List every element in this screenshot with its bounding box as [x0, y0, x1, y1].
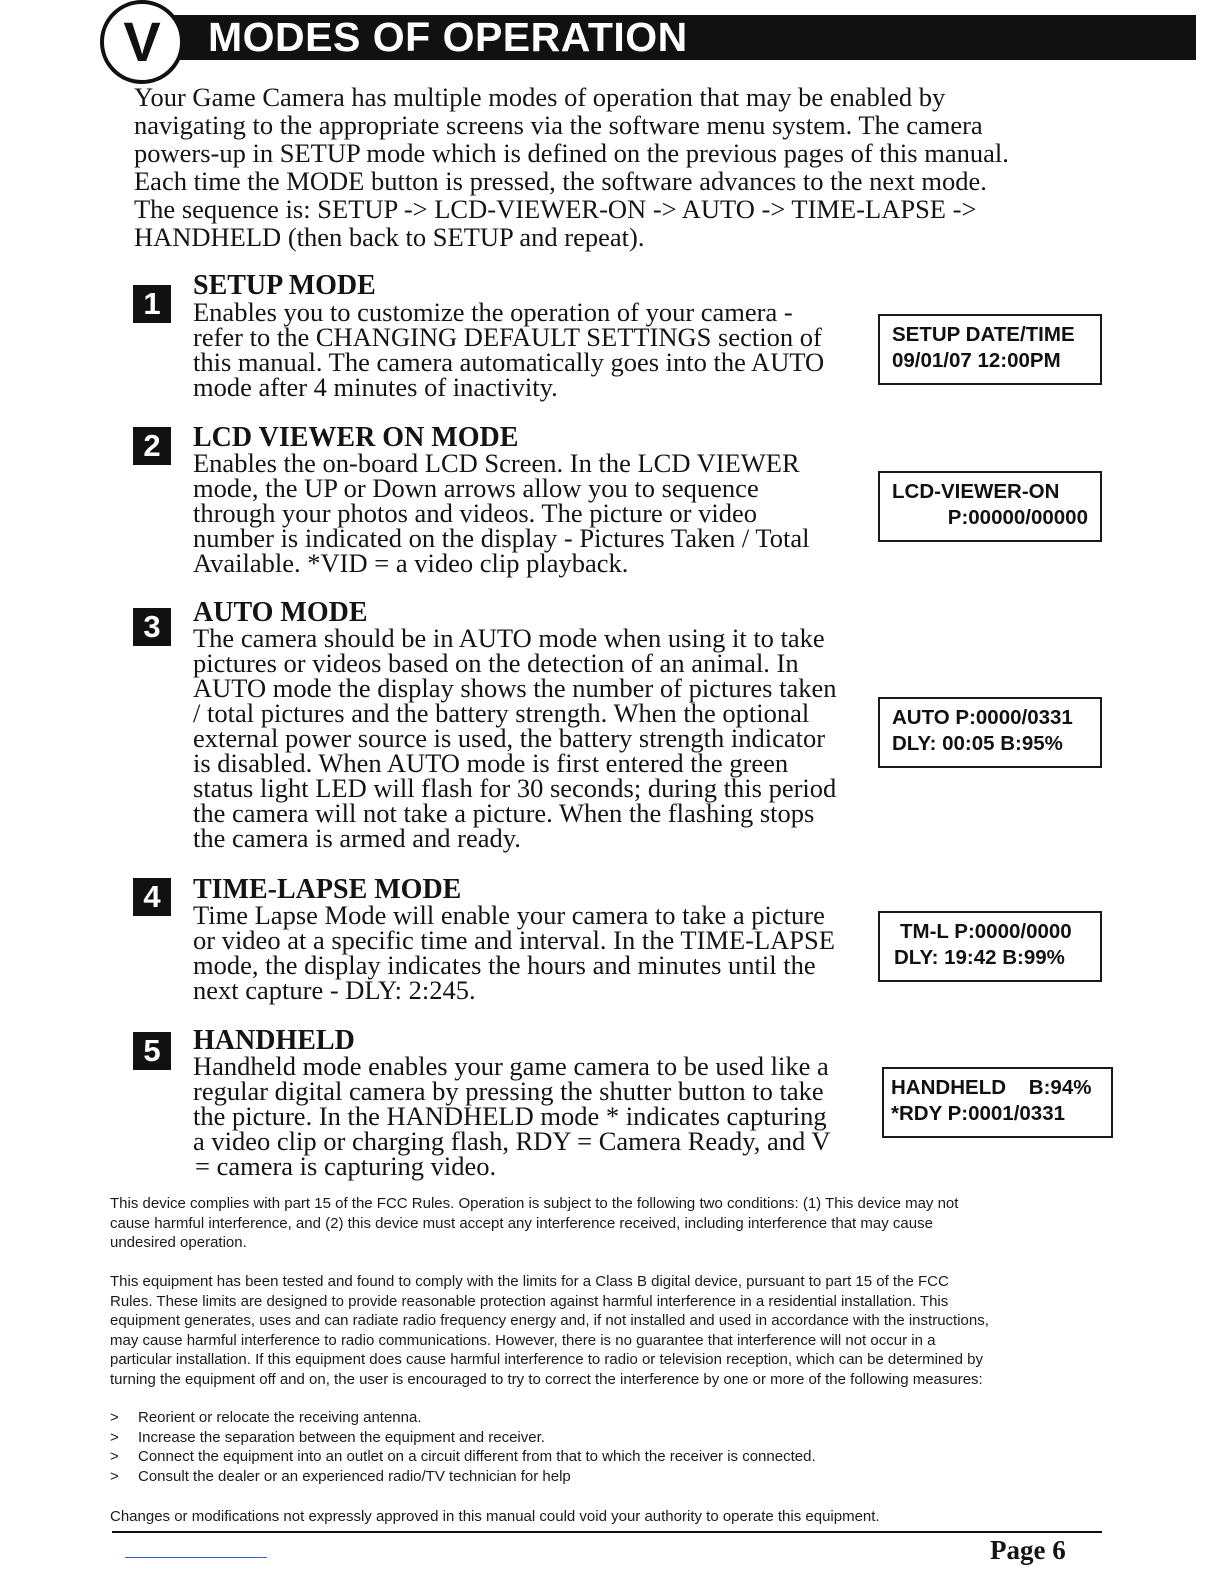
interference-measures-list — [110, 1408, 816, 1486]
lcd-line: DLY: 00:05 B:95% — [892, 732, 1063, 755]
mode-title: SETUP MODE — [193, 270, 376, 301]
mode-description-line: the picture. In the HANDHELD mode * indicates capturing — [193, 1101, 827, 1131]
section-number-badge: V — [100, 0, 184, 84]
section-banner — [100, 0, 1100, 84]
fcc-line: Changes or modifications not expressly approved in this manual could void your authority to operate this equipment. — [110, 1508, 880, 1525]
lcd-line: *RDY P:0001/0331 — [891, 1102, 1065, 1125]
mode-description-line: = camera is capturing video. — [195, 1151, 497, 1181]
mode-description-line: Enables you to customize the operation of your camera - — [193, 297, 793, 327]
page-number: Page 6 — [990, 1535, 1066, 1565]
mode-description-line: next capture - DLY: 2:245. — [193, 975, 476, 1005]
lcd-line: TM-L P:0000/0000 — [900, 920, 1072, 943]
mode-number-badge: 2 — [133, 427, 171, 465]
lcd-line: SETUP DATE/TIME — [892, 323, 1075, 346]
mode-description-line: refer to the CHANGING DEFAULT SETTINGS section of — [193, 322, 822, 352]
measure-text: Connect the equipment into an outlet on a circuit different from that to which the receiver is connected. — [138, 1448, 816, 1466]
mode-description — [193, 448, 810, 578]
mode-description-line: the camera is armed and ready. — [193, 823, 521, 853]
bullet-marker: > — [110, 1448, 119, 1466]
intro-paragraph — [134, 83, 1074, 251]
measure-text: Consult the dealer or an experienced radio/TV technician for help — [138, 1467, 571, 1485]
mode-number-badge: 4 — [133, 878, 171, 916]
mode-description — [193, 623, 837, 853]
lcd-line: HANDHELD B:94% — [891, 1076, 1092, 1099]
mode-description-line: mode, the display indicates the hours and minutes until the — [193, 950, 816, 980]
list-item — [110, 1408, 816, 1428]
section-title: MODES OF OPERATION — [160, 15, 1196, 60]
measure-text: Reorient or relocate the receiving antenna. — [138, 1409, 422, 1426]
fcc-modifications-notice — [110, 1507, 1110, 1527]
mode-description-line: mode after 4 minutes of inactivity. — [193, 372, 558, 402]
lcd-line: 09/01/07 12:00PM — [892, 349, 1061, 372]
mode-description-line: status light LED will flash for 30 seconds; during this period — [193, 773, 837, 803]
mode-number-badge: 5 — [133, 1032, 171, 1070]
decorative-underline — [125, 1557, 267, 1558]
list-item — [110, 1447, 816, 1467]
mode-description — [193, 900, 835, 1005]
mode-description-line: mode, the UP or Down arrows allow you to sequence — [193, 473, 759, 503]
mode-description — [193, 297, 825, 402]
list-item — [110, 1467, 816, 1487]
mode-description-line: The camera should be in AUTO mode when using it to take — [193, 623, 825, 653]
lcd-line: DLY: 19:42 B:99% — [894, 946, 1065, 969]
intro-line: The sequence is: SETUP -> LCD-VIEWER-ON -> AUTO -> TIME-LAPSE -> — [134, 194, 977, 224]
mode-title: LCD VIEWER ON MODE — [193, 422, 519, 453]
fcc-class-b-paragraph — [110, 1272, 1110, 1390]
bullet-marker: > — [110, 1467, 119, 1485]
footer-divider — [112, 1531, 1102, 1533]
fcc-line: undesired operation. — [110, 1234, 247, 1252]
mode-description — [193, 1051, 831, 1181]
mode-description-line: number is indicated on the display - Pictures Taken / Total — [193, 523, 810, 553]
mode-description-line: or video at a specific time and interval. In the TIME-LAPSE — [193, 925, 835, 955]
mode-description-line: Handheld mode enables your game camera to be used like a — [193, 1051, 829, 1081]
lcd-display-handheld — [882, 1067, 1113, 1138]
lcd-display-auto — [878, 697, 1102, 768]
mode-description-line: Available. *VID = a video clip playback. — [193, 548, 629, 578]
fcc-line: Rules. These limits are designed to provide reasonable protection against harmful interference in a residential installation. This — [110, 1292, 949, 1310]
bullet-marker: > — [110, 1428, 119, 1446]
mode-description-line: external power source is used, the battery strength indicator — [193, 723, 826, 753]
mode-number-badge: 1 — [133, 285, 171, 323]
fcc-line: turning the equipment off and on, the user is encouraged to try to correct the interference by one or more of the following measures: — [110, 1370, 983, 1388]
lcd-line: AUTO P:0000/0331 — [892, 706, 1073, 729]
lcd-display-setup — [878, 314, 1102, 385]
fcc-line: This device complies with part 15 of the FCC Rules. Operation is subject to the following two conditions: (1) This device may not — [110, 1195, 959, 1212]
lcd-display-viewer — [878, 471, 1102, 542]
mode-description-line: regular digital camera by pressing the shutter button to take — [193, 1076, 824, 1106]
fcc-line: particular installation. If this equipment does cause harmful interference to radio or television reception, which can be determined by — [110, 1351, 983, 1369]
fcc-line: may cause harmful interference to radio communications. However, there is no guarantee that interference will not occur in a — [110, 1331, 936, 1349]
measure-text: Increase the separation between the equipment and receiver. — [138, 1428, 545, 1446]
bullet-marker: > — [110, 1409, 119, 1426]
lcd-line: LCD-VIEWER-ON — [892, 480, 1060, 503]
intro-line: powers-up in SETUP mode which is defined on the previous pages of this manual. — [134, 138, 1009, 168]
lcd-display-time-lapse — [878, 911, 1102, 982]
mode-description-line: Enables the on-board LCD Screen. In the LCD VIEWER — [193, 448, 800, 478]
mode-description-line: this manual. The camera automatically goes into the AUTO — [193, 347, 825, 377]
fcc-compliance-paragraph — [110, 1194, 1110, 1253]
intro-line: HANDHELD (then back to SETUP and repeat). — [134, 222, 645, 252]
mode-description-line: pictures or videos based on the detection of an animal. In — [193, 648, 799, 678]
mode-description-line: Time Lapse Mode will enable your camera to take a picture — [193, 900, 825, 930]
mode-title: TIME-LAPSE MODE — [193, 874, 462, 905]
mode-title: AUTO MODE — [193, 597, 368, 628]
fcc-line: equipment generates, uses and can radiate radio frequency energy and, if not installed and used in accordance with the instructions, — [110, 1312, 989, 1330]
fcc-line: This equipment has been tested and found to comply with the limits for a Class B digital device, pursuant to part 15 of the FCC — [110, 1273, 949, 1290]
intro-line: navigating to the appropriate screens via the software menu system. The camera — [134, 110, 983, 140]
mode-description-line: AUTO mode the display shows the number of pictures taken — [193, 673, 837, 703]
mode-number-badge: 3 — [133, 608, 171, 646]
mode-title: HANDHELD — [193, 1025, 355, 1056]
mode-description-line: the camera will not take a picture. When the flashing stops — [193, 798, 815, 828]
intro-line: Each time the MODE button is pressed, the software advances to the next mode. — [134, 166, 987, 196]
mode-description-line: a video clip or charging flash, RDY = Camera Ready, and V — [193, 1126, 831, 1156]
fcc-line: cause harmful interference, and (2) this device must accept any interference received, including interference that may cause — [110, 1214, 933, 1232]
mode-description-line: is disabled. When AUTO mode is first entered the green — [193, 748, 789, 778]
lcd-line: P:00000/00000 — [947, 506, 1088, 529]
intro-line: Your Game Camera has multiple modes of operation that may be enabled by — [134, 82, 946, 112]
list-item — [110, 1428, 816, 1448]
mode-description-line: / total pictures and the battery strength. When the optional — [193, 698, 810, 728]
mode-description-line: through your photos and videos. The picture or video — [193, 498, 758, 528]
